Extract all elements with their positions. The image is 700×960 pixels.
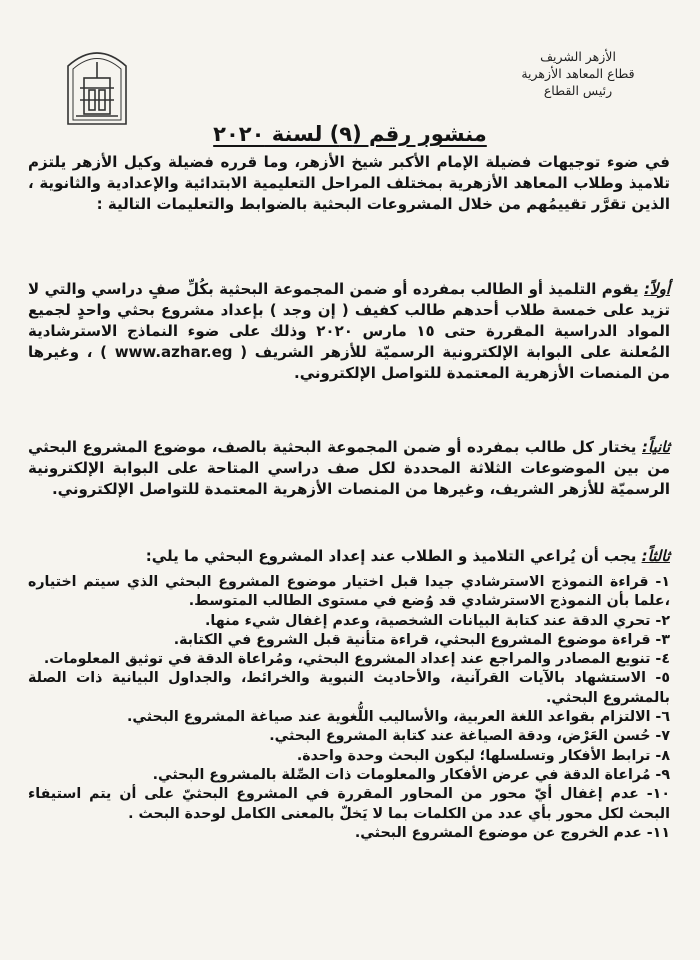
list-item: ٣- قراءة موضوع المشروع البحثي، قراءة متأنية قبل الشروع في الكتابة. <box>173 631 670 648</box>
list-item: ٧- حُسن العَرْض، ودقة الصياغة عند كتابة المشروع البحثي. <box>269 728 670 745</box>
first-clause-label: أولاً: <box>644 280 670 298</box>
list-item: ٩- مُراعاة الدقة في عرض الأفكار والمعلومات ذات الصِّلة بالمشروع البحثي. <box>152 766 670 783</box>
list-item: ٦- الالتزام بقواعد اللغة العربية، والأساليب اللُّغوية عند صياغة المشروع البحثي. <box>127 709 670 726</box>
page-title <box>0 122 700 146</box>
third-clause-label: ثالثاً: <box>641 547 670 565</box>
list-item: ١- قراءة النموذج الاسترشادي جيدا قبل اختيار موضوع المشروع البحثي الذي سيتم اختياره ،علما بأن النموذج الاسترشادي قد وُضع في مستوى الطالب المتوسط. <box>28 574 670 610</box>
third-clause-text: يجب أن يُراعي التلاميذ و الطلاب عند إعداد المشروع البحثي ما يلي: <box>145 547 642 565</box>
third-clause <box>28 546 670 567</box>
al-azhar-logo-icon <box>62 38 132 128</box>
second-clause-label: ثانياً: <box>641 438 670 456</box>
list-item: ٤- تنويع المصادر والمراجع عند إعداد المشروع البحثي، ومُراعاة الدقة في توثيق المعلومات. <box>43 651 670 668</box>
org-line-2: قطاع المعاهد الأزهرية <box>521 66 635 81</box>
list-item: ١٠- عدم إغفال أيّ محور من المحاور المقررة في المشروع البحثيّ على أن يتم استيفاء البحث لكل محور بأي عدد من الكلمات بما لا يَخلّ بالمعنى الكامل لوحدة البحث . <box>28 786 670 822</box>
second-clause-text: يختار كل طالب بمفرده أو ضمن المجموعة البحثية بالصف، موضوع المشروع البحثي من بين الموضوعات الثلاثة المحددة لكل صف دراسي المتاحة على البوابة الإلكترونية الرسميّة للأزهر الشريف، وغيرها من المنصات الأزهرية المعتمدة للتواصل الإلكتروني. <box>28 438 670 498</box>
list-item: ٥- الاستشهاد بالآيات القرآنية، والأحاديث النبوية والخرائط، والجداول البيانية ذات الصلة بالمشروع البحثي. <box>28 670 670 706</box>
list-item: ٢- تحري الدقة عند كتابة البيانات الشخصية، وعدم إغفال شيء منها. <box>205 612 670 629</box>
requirements-list <box>28 573 670 843</box>
first-clause <box>28 279 670 384</box>
issuing-authority <box>478 48 678 99</box>
list-item: ٨- ترابط الأفكار وتسلسلها؛ ليكون البحث وحدة واحدة. <box>296 747 670 764</box>
second-clause <box>28 437 670 500</box>
org-line-1: الأزهر الشريف <box>540 49 616 64</box>
intro-paragraph: في ضوء توجيهات فضيلة الإمام الأكبر شيخ الأزهر، وما قرره فضيلة وكيل الأزهر يلتزم تلاميذ وطلاب المعاهد الأزهرية بمختلف المراحل التعليمية الابتدائية والإعدادية والثانوية ، الذين تقرَّر تقييمُهم من خلال المشروعات البحثية بالضوابط والتعليمات التالية : <box>28 153 670 213</box>
org-line-3: رئيس القطاع <box>543 83 613 98</box>
first-clause-text: يقوم التلميذ أو الطالب بمفرده أو ضمن المجموعة البحثية بكُلِّ صفٍ دراسي والتي لا تزيد على خمسة طلاب أحدهم طالب كفيف ( إن وجد ) بإعداد مشروع بحثي واحدٍ لجميع المواد الدراسية المقررة حتى ١٥ مارس ٢٠٢٠ وذلك على ضوء النماذج الاسترشادية المُعلنة على البوابة الإلكترونية الرسميّة للأزهر الشريف ( www.azhar.eg ) ، وغيرها من المنصات الأزهرية المعتمدة للتواصل الإلكتروني. <box>28 280 671 382</box>
title-text: منشور رقم (٩) لسنة ٢٠٢٠ <box>213 122 487 146</box>
list-item: ١١- عدم الخروج عن موضوع المشروع البحثي. <box>354 824 670 841</box>
